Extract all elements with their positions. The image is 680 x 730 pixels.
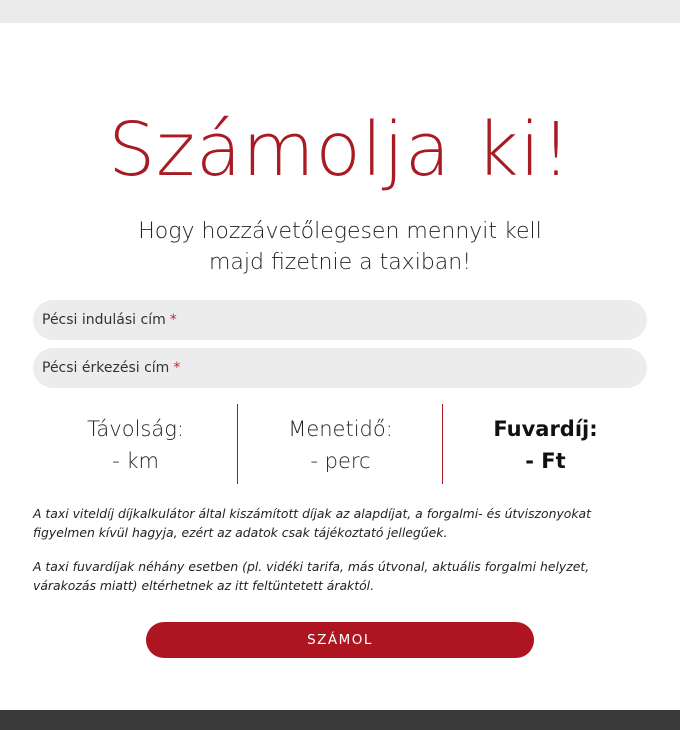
subtitle-line-1: Hogy hozzávetőlegesen mennyit kell — [138, 219, 542, 244]
required-mark: * — [169, 312, 177, 328]
distance-label: Távolság: — [87, 417, 184, 441]
duration-label: Menetidő: — [288, 417, 393, 441]
departure-address-placeholder: Pécsi indulási cím — [42, 312, 166, 328]
calculate-button[interactable]: SZÁMOL — [146, 622, 534, 658]
required-mark: * — [173, 360, 181, 376]
footer-strip — [0, 710, 680, 730]
disclaimer-note-2: A taxi fuvardíjak néhány esetben (pl. vidéki tarifa, más útvonal, aktuális forgalmi helyzet, várakozás miatt) eltérhetnek az itt feltüntetett áraktól. — [33, 559, 590, 593]
distance-value: - km — [112, 449, 159, 473]
arrival-address-field[interactable] — [33, 348, 647, 388]
duration-stat — [238, 404, 443, 484]
fare-value: - Ft — [525, 449, 566, 473]
top-strip — [0, 0, 680, 23]
departure-address-field[interactable] — [33, 300, 647, 340]
page-subtitle — [90, 216, 590, 278]
fare-label: Fuvardíj: — [493, 417, 598, 441]
page-title: Számolja ki! — [108, 107, 572, 193]
disclaimer-note-1: A taxi viteldíj díjkalkulátor által kiszámított díjak az alapdíjat, a forgalmi- és útviszonyokat figyelmen kívül hagyja, ezért az adatok csak tájékoztató jellegűek. — [33, 506, 592, 540]
duration-value: - perc — [310, 449, 371, 473]
arrival-address-placeholder: Pécsi érkezési cím — [42, 360, 170, 376]
result-stats — [33, 404, 647, 484]
subtitle-line-2: majd fizetnie a taxiban! — [208, 250, 472, 275]
distance-stat — [33, 404, 238, 484]
fare-stat — [443, 404, 648, 484]
